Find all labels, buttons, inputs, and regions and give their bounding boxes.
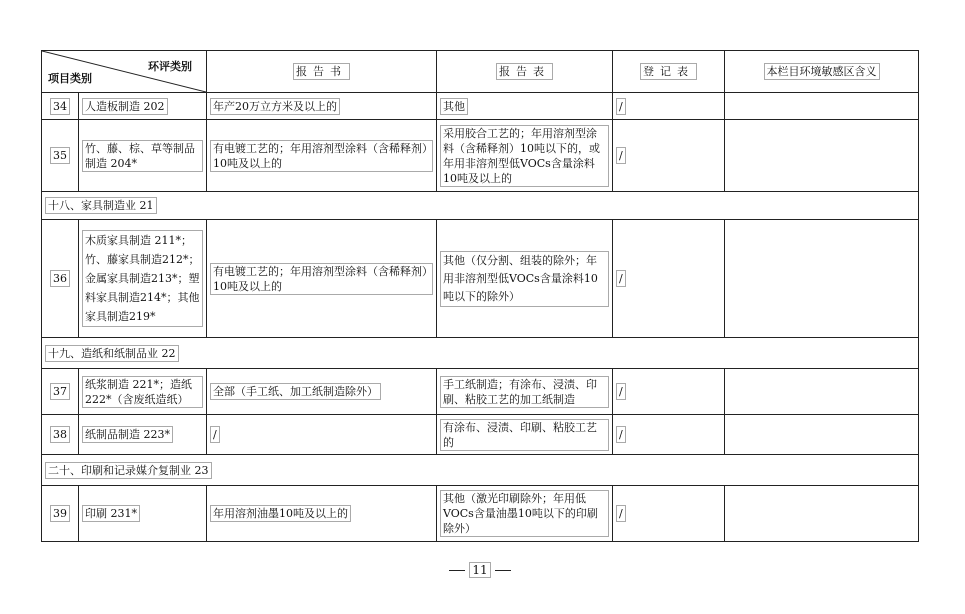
- table-row: [42, 486, 919, 542]
- category-row: [42, 338, 919, 369]
- sensitive-cell: [725, 415, 919, 455]
- report-form-text: 其他（激光印刷除外；年用低VOCs含量油墨10吨以下的印刷除外）: [440, 490, 609, 537]
- table-row: [42, 415, 919, 455]
- table-row: [42, 120, 919, 192]
- register-cell: [613, 369, 725, 415]
- row-number: [42, 415, 79, 455]
- project-text: 竹、藤、棕、草等制品制造 204*: [82, 140, 203, 172]
- project-cell: [79, 415, 207, 455]
- report-book-text: 年产20万立方米及以上的: [210, 98, 340, 115]
- column-header-register-form: [613, 51, 725, 93]
- row-number: [42, 486, 79, 542]
- project-cell: [79, 369, 207, 415]
- project-text: 木质家具制造 211*；竹、藤家具制造212*；金属家具制造213*；塑料家具制造214*；其他家具制造219*: [82, 230, 203, 327]
- report-book-cell: [207, 415, 437, 455]
- report-form-cell: [437, 415, 613, 455]
- column-header-report-book: [207, 51, 437, 93]
- report-form-text: 手工纸制造；有涂布、浸渍、印刷、粘胶工艺的加工纸制造: [440, 376, 609, 408]
- column-header-sensitive-area: [725, 51, 919, 93]
- report-book-text: 有电镀工艺的；年用溶剂型涂料（含稀释剂）10吨及以上的: [210, 140, 433, 172]
- register-text: /: [616, 505, 626, 522]
- page-number-right-dash: [495, 570, 511, 571]
- report-book-cell: [207, 220, 437, 338]
- sensitive-cell: [725, 120, 919, 192]
- category-heading-printing: [42, 455, 919, 486]
- page-number: [440, 562, 520, 578]
- report-book-text: /: [210, 426, 220, 443]
- project-cell: [79, 486, 207, 542]
- sensitive-cell: [725, 486, 919, 542]
- row-number-text: 36: [50, 270, 70, 287]
- sensitive-cell: [725, 93, 919, 120]
- environmental-assessment-table: [41, 50, 919, 542]
- row-number-text: 34: [50, 98, 70, 115]
- project-text: 纸浆制造 221*；造纸222*（含废纸造纸）: [82, 376, 203, 408]
- report-book-text: 全部（手工纸、加工纸制造除外）: [210, 383, 381, 400]
- report-form-cell: [437, 120, 613, 192]
- register-text: /: [616, 270, 626, 287]
- register-cell: [613, 220, 725, 338]
- report-form-cell: [437, 93, 613, 120]
- column-header-report-form: [437, 51, 613, 93]
- row-number-text: 35: [50, 147, 70, 164]
- project-text: 印刷 231*: [82, 505, 140, 522]
- category-heading-text: 十九、造纸和纸制品业 22: [45, 345, 179, 362]
- project-text: 纸制品制造 223*: [82, 426, 173, 443]
- corner-header-cell: [42, 51, 207, 93]
- row-number-text: 38: [50, 426, 70, 443]
- category-heading-text: 二十、印刷和记录媒介复制业 23: [45, 462, 212, 479]
- project-cell: [79, 93, 207, 120]
- report-book-text: 年用溶剂油墨10吨及以上的: [210, 505, 351, 522]
- page-number-text: 11: [469, 562, 490, 578]
- table-row: [42, 93, 919, 120]
- column-header-report-book-label: 报告书: [293, 63, 350, 80]
- register-cell: [613, 120, 725, 192]
- column-header-report-form-label: 报告表: [496, 63, 553, 80]
- report-book-cell: [207, 120, 437, 192]
- sensitive-cell: [725, 220, 919, 338]
- corner-label-assessment-type: 环评类别: [148, 60, 192, 73]
- report-form-text: 有涂布、浸渍、印刷、粘胶工艺的: [440, 419, 609, 451]
- column-header-register-form-label: 登记表: [640, 63, 697, 80]
- row-number: [42, 220, 79, 338]
- category-row: [42, 455, 919, 486]
- report-form-text: 其他（仅分割、组装的除外；年用非溶剂型低VOCs含量涂料10吨以下的除外）: [440, 251, 609, 307]
- report-form-text: 采用胶合工艺的；年用溶剂型涂料（含稀释剂）10吨以下的，或年用非溶剂型低VOCs含量涂料10吨及以上的: [440, 125, 609, 187]
- table-header-row: [42, 51, 919, 93]
- register-text: /: [616, 383, 626, 400]
- row-number-text: 37: [50, 383, 70, 400]
- row-number-text: 39: [50, 505, 70, 522]
- report-book-cell: [207, 486, 437, 542]
- report-book-cell: [207, 369, 437, 415]
- report-form-cell: [437, 220, 613, 338]
- corner-label-project-type: 项目类别: [48, 72, 92, 85]
- category-heading-furniture: [42, 192, 919, 220]
- project-cell: [79, 220, 207, 338]
- project-cell: [79, 120, 207, 192]
- category-heading-paper: [42, 338, 919, 369]
- report-book-cell: [207, 93, 437, 120]
- column-header-sensitive-area-label: 本栏目环境敏感区含义: [764, 63, 880, 80]
- table-row: [42, 220, 919, 338]
- register-cell: [613, 93, 725, 120]
- register-cell: [613, 415, 725, 455]
- row-number: [42, 93, 79, 120]
- row-number: [42, 120, 79, 192]
- sensitive-cell: [725, 369, 919, 415]
- category-heading-text: 十八、家具制造业 21: [45, 197, 157, 214]
- table-row: [42, 369, 919, 415]
- row-number: [42, 369, 79, 415]
- register-cell: [613, 486, 725, 542]
- report-form-cell: [437, 369, 613, 415]
- register-text: /: [616, 147, 626, 164]
- report-book-text: 有电镀工艺的；年用溶剂型涂料（含稀释剂）10吨及以上的: [210, 263, 433, 295]
- project-text: 人造板制造 202: [82, 98, 168, 115]
- report-form-text: 其他: [440, 98, 468, 115]
- register-text: /: [616, 426, 626, 443]
- page-number-left-dash: [449, 570, 465, 571]
- report-form-cell: [437, 486, 613, 542]
- register-text: /: [616, 98, 626, 115]
- category-row: [42, 192, 919, 220]
